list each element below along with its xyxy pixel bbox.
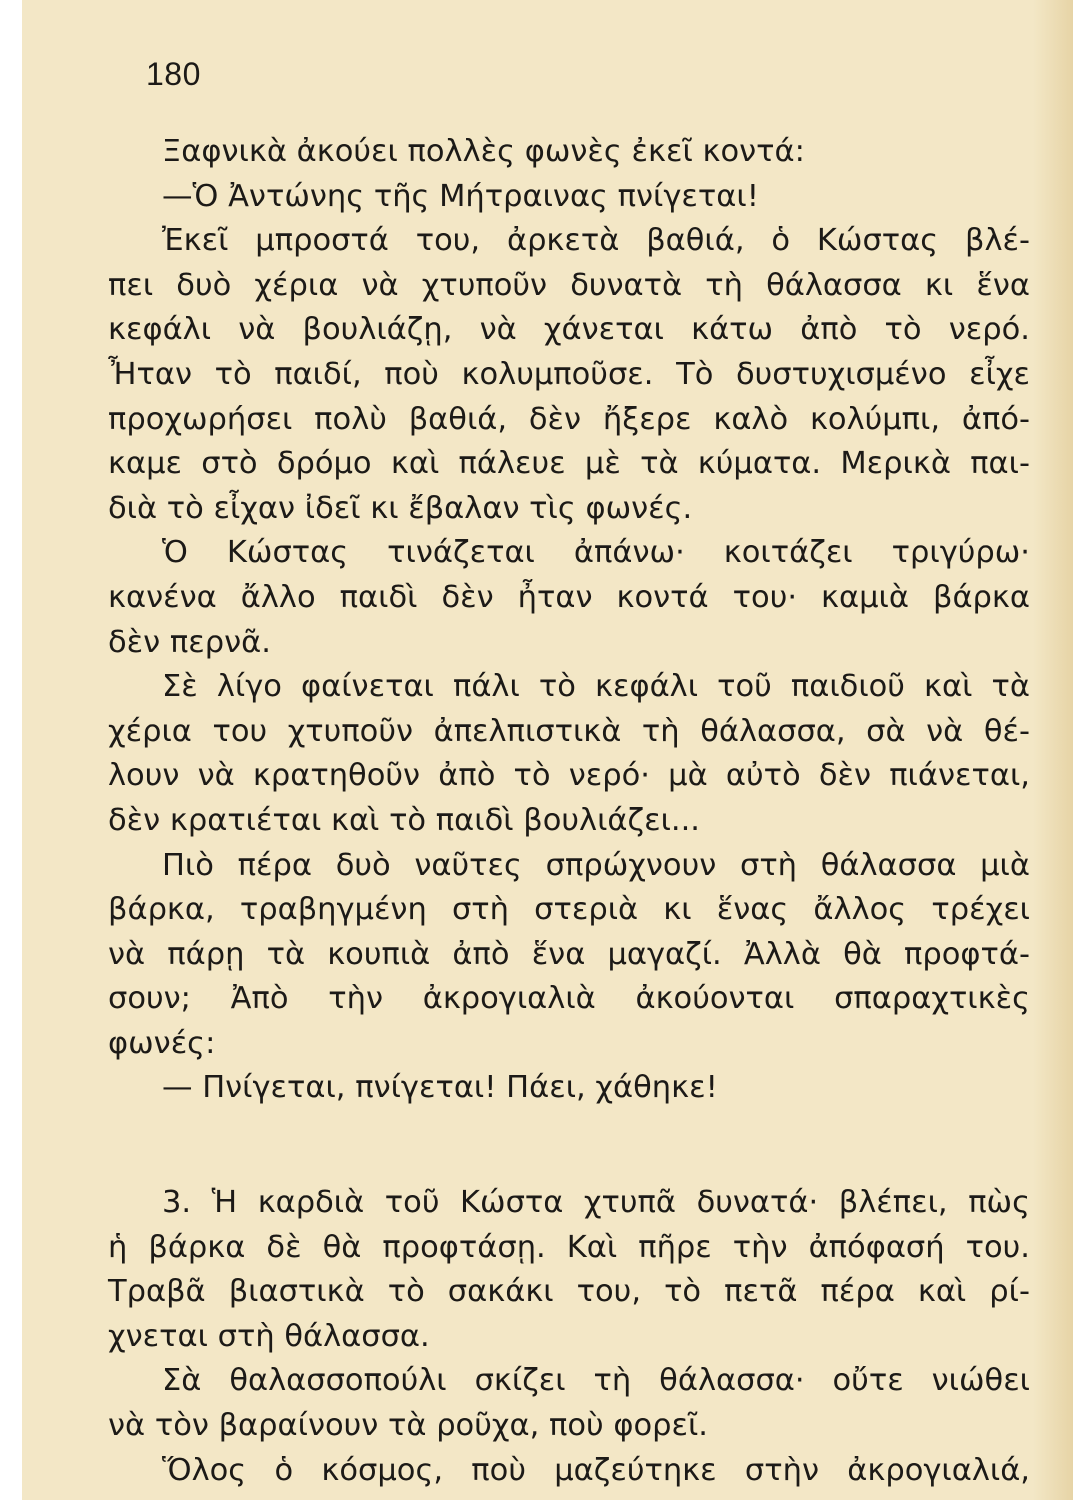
text-line: σουν; Ἀπὸ τὴν ἀκρογιαλιὰ ἀκούονται σπαραχτικὲς — [108, 981, 1030, 1017]
text-line: πει δυὸ χέρια νὰ χτυποῦν δυνατὰ τὴ θάλασσα κι ἕνα — [108, 267, 1030, 303]
text-line: νὰ τὸν βαραίνουν τὰ ροῦχα, ποὺ φορεῖ. — [108, 1408, 708, 1444]
text-line: Πιὸ πέρα δυὸ ναῦτες σπρώχνουν στὴ θάλασσα μιὰ — [162, 847, 1030, 883]
text-line: χνεται στὴ θάλασσα. — [108, 1318, 430, 1354]
text-line: Ξαφνικὰ ἀκούει πολλὲς φωνὲς ἐκεῖ κοντά: — [162, 134, 805, 169]
text-line: Ὅλος ὁ κόσμος, ποὺ μαζεύτηκε στὴν ἀκρογιαλιά, — [162, 1452, 1030, 1488]
text-line: νὰ πάρῃ τὰ κουπιὰ ἀπὸ ἕνα μαγαζί. Ἀλλὰ θὰ προφτά- — [108, 936, 1030, 972]
text-line: Σὰ θαλασσοπούλι σκίζει τὴ θάλασσα· οὔτε νιώθει — [162, 1363, 1030, 1399]
text-line: διὰ τὸ εἶχαν ἰδεῖ κι ἔβαλαν τὶς φωνές. — [108, 490, 693, 526]
text-line: — Πνίγεται, πνίγεται! Πάει, χάθηκε! — [162, 1070, 718, 1106]
text-line: Ὁ Κώστας τινάζεται ἀπάνω· κοιτάζει τριγύρω· — [162, 535, 1030, 571]
text-line: 3. Ἡ καρδιὰ τοῦ Κώστα χτυπᾶ δυνατά· βλέπει, πὼς — [162, 1185, 1030, 1221]
text-line: καμε στὸ δρόμο καὶ πάλευε μὲ τὰ κύματα. Μερικὰ παι- — [108, 446, 1030, 482]
text-line: Τραβᾶ βιαστικὰ τὸ σακάκι του, τὸ πετᾶ πέρα καὶ ρί- — [108, 1274, 1030, 1310]
text-line: κανένα ἄλλο παιδὶ δὲν ἦταν κοντά του· καμιὰ βάρκα — [108, 579, 1030, 615]
section-gap — [108, 1111, 1030, 1181]
text-line: χέρια του χτυποῦν ἀπελπιστικὰ τὴ θάλασσα, σὰ νὰ θέ- — [108, 713, 1030, 749]
page-edge-shading — [1033, 0, 1073, 1500]
text-line: φωνές: — [108, 1025, 216, 1061]
text-line: Ἦταν τὸ παιδί, ποὺ κολυμποῦσε. Τὸ δυστυχισμένο εἶχε — [108, 356, 1030, 392]
text-line: δὲν περνᾶ. — [108, 624, 271, 660]
text-line: λουν νὰ κρατηθοῦν ἀπὸ τὸ νερό· μὰ αὐτὸ δὲν πιάνεται, — [108, 758, 1030, 794]
body-text — [108, 130, 1030, 1493]
text-line: βάρκα, τραβηγμένη στὴ στεριὰ κι ἕνας ἄλλος τρέχει — [108, 892, 1030, 928]
text-line: δὲν κρατιέται καὶ τὸ παιδὶ βουλιάζει... — [108, 802, 700, 838]
text-line: ἡ βάρκα δὲ θὰ προφτάσῃ. Καὶ πῆρε τὴν ἀπόφασή του. — [108, 1229, 1030, 1265]
page-number: 180 — [146, 56, 201, 92]
book-page — [22, 0, 1073, 1500]
text-line: προχωρήσει πολὺ βαθιά, δὲν ἤξερε καλὸ κολύμπι, ἀπό- — [108, 401, 1030, 437]
text-line: Σὲ λίγο φαίνεται πάλι τὸ κεφάλι τοῦ παιδιοῦ καὶ τὰ — [162, 669, 1030, 705]
text-line: Ἐκεῖ μπροστά του, ἀρκετὰ βαθιά, ὁ Κώστας βλέ- — [162, 223, 1030, 259]
text-line: —Ὁ Ἀντώνης τῆς Μήτραινας πνίγεται! — [162, 178, 759, 214]
text-line: κεφάλι νὰ βουλιάζῃ, νὰ χάνεται κάτω ἀπὸ τὸ νερό. — [108, 312, 1030, 348]
